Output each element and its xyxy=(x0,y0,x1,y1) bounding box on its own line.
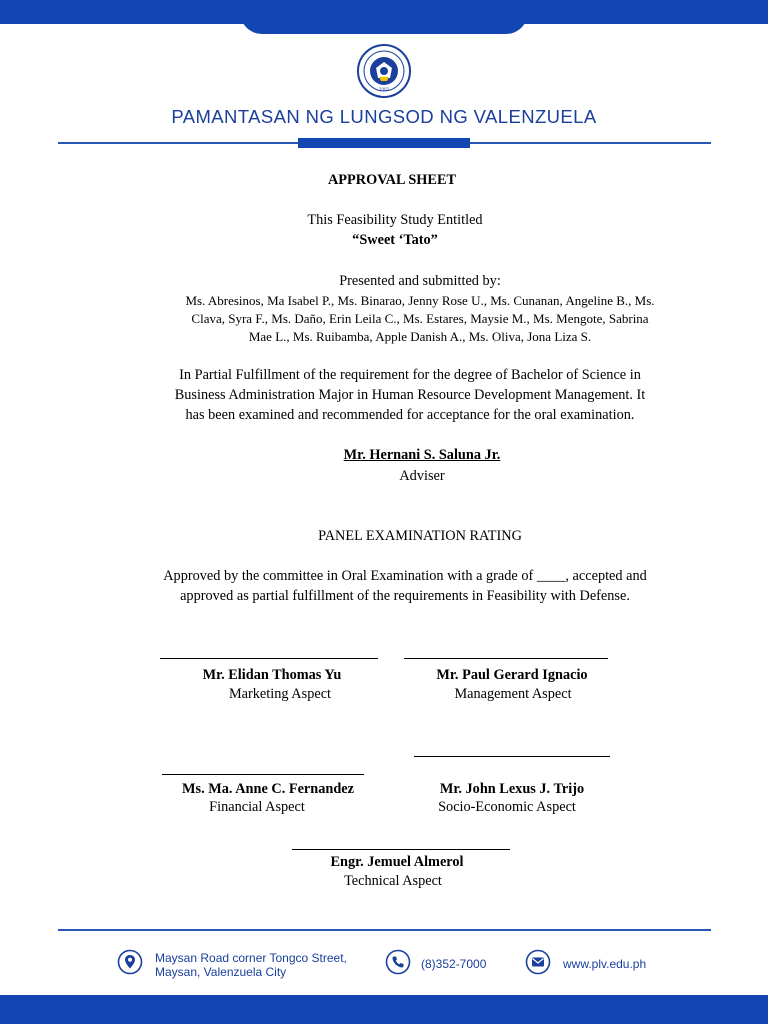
approval-paragraph xyxy=(110,566,700,606)
authors-line: Mae L., Ms. Ruibamba, Apple Danish A., Ms. Oliva, Jona Liza S. xyxy=(248,329,592,344)
panel-member-role: Management Aspect xyxy=(454,686,572,702)
signature-line xyxy=(162,774,364,775)
fulfillment-paragraph xyxy=(130,365,690,425)
footer-bottom-bar xyxy=(0,995,768,1024)
fulfillment-line: Business Administration Major in Human Resource Development Management. It xyxy=(174,387,646,403)
authors-line: Clava, Syra F., Ms. Daño, Erin Leila C., Ms. Estares, Maysie M., Ms. Mengote, Sabrina xyxy=(191,311,649,326)
panel-member-name: Ms. Ma. Anne C. Fernandez xyxy=(182,781,354,797)
university-seal-icon xyxy=(357,44,411,98)
footer-phone: (8)352-7000 xyxy=(421,957,487,971)
signature-line xyxy=(404,658,608,659)
panel-member-role: Marketing Aspect xyxy=(228,686,332,702)
header-tab-shape xyxy=(240,0,528,34)
study-title: “Sweet ‘Tato” xyxy=(352,232,438,248)
document-title: APPROVAL SHEET xyxy=(327,172,457,188)
panel-member-role: Financial Aspect xyxy=(209,799,305,815)
email-icon xyxy=(525,949,551,975)
panel-member-role: Technical Aspect xyxy=(344,873,442,889)
address-line: Maysan, Valenzuela City xyxy=(155,965,287,979)
phone-icon xyxy=(385,949,411,975)
fulfillment-line: In Partial Fulfillment of the requirement for the degree of Bachelor of Science in xyxy=(179,367,641,383)
seal-year: 2002 xyxy=(378,87,390,92)
location-pin-icon xyxy=(117,949,143,975)
signature-line xyxy=(292,849,510,850)
panel-member-name: Mr. Paul Gerard Ignacio xyxy=(436,667,588,683)
approval-line: Approved by the committee in Oral Examination with a grade of ____, accepted and xyxy=(163,568,647,584)
footer-address xyxy=(155,951,375,979)
footer-divider xyxy=(58,929,711,931)
authors-line: Ms. Abresinos, Ma Isabel P., Ms. Binarao, Jenny Rose U., Ms. Cunanan, Angeline B., Ms. xyxy=(185,293,655,308)
panel-member-name: Mr. John Lexus J. Trijo xyxy=(439,781,585,797)
adviser-role: Adviser xyxy=(399,468,445,484)
signature-line xyxy=(160,658,378,659)
address-line: Maysan Road corner Tongco Street, xyxy=(155,951,347,965)
authors-block xyxy=(150,292,690,346)
panel-member-name: Engr. Jemuel Almerol xyxy=(330,854,464,870)
adviser-name: Mr. Hernani S. Saluna Jr. xyxy=(343,447,501,463)
footer-website[interactable]: www.plv.edu.ph xyxy=(563,957,647,971)
university-name: PAMANTASAN NG LUNGSOD NG VALENZUELA xyxy=(171,106,597,127)
intro-text: This Feasibility Study Entitled xyxy=(307,212,483,228)
panel-member-name: Mr. Elidan Thomas Yu xyxy=(202,667,342,683)
panel-heading: PANEL EXAMINATION RATING xyxy=(318,528,522,544)
signature-line xyxy=(414,756,610,757)
panel-member-role: Socio-Economic Aspect xyxy=(438,799,576,815)
presented-label: Presented and submitted by: xyxy=(339,273,501,289)
header-divider-accent xyxy=(298,138,470,148)
approval-line: approved as partial fulfillment of the requirements in Feasibility with Defense. xyxy=(180,588,630,604)
fulfillment-line: has been examined and recommended for acceptance for the oral examination. xyxy=(185,407,635,423)
